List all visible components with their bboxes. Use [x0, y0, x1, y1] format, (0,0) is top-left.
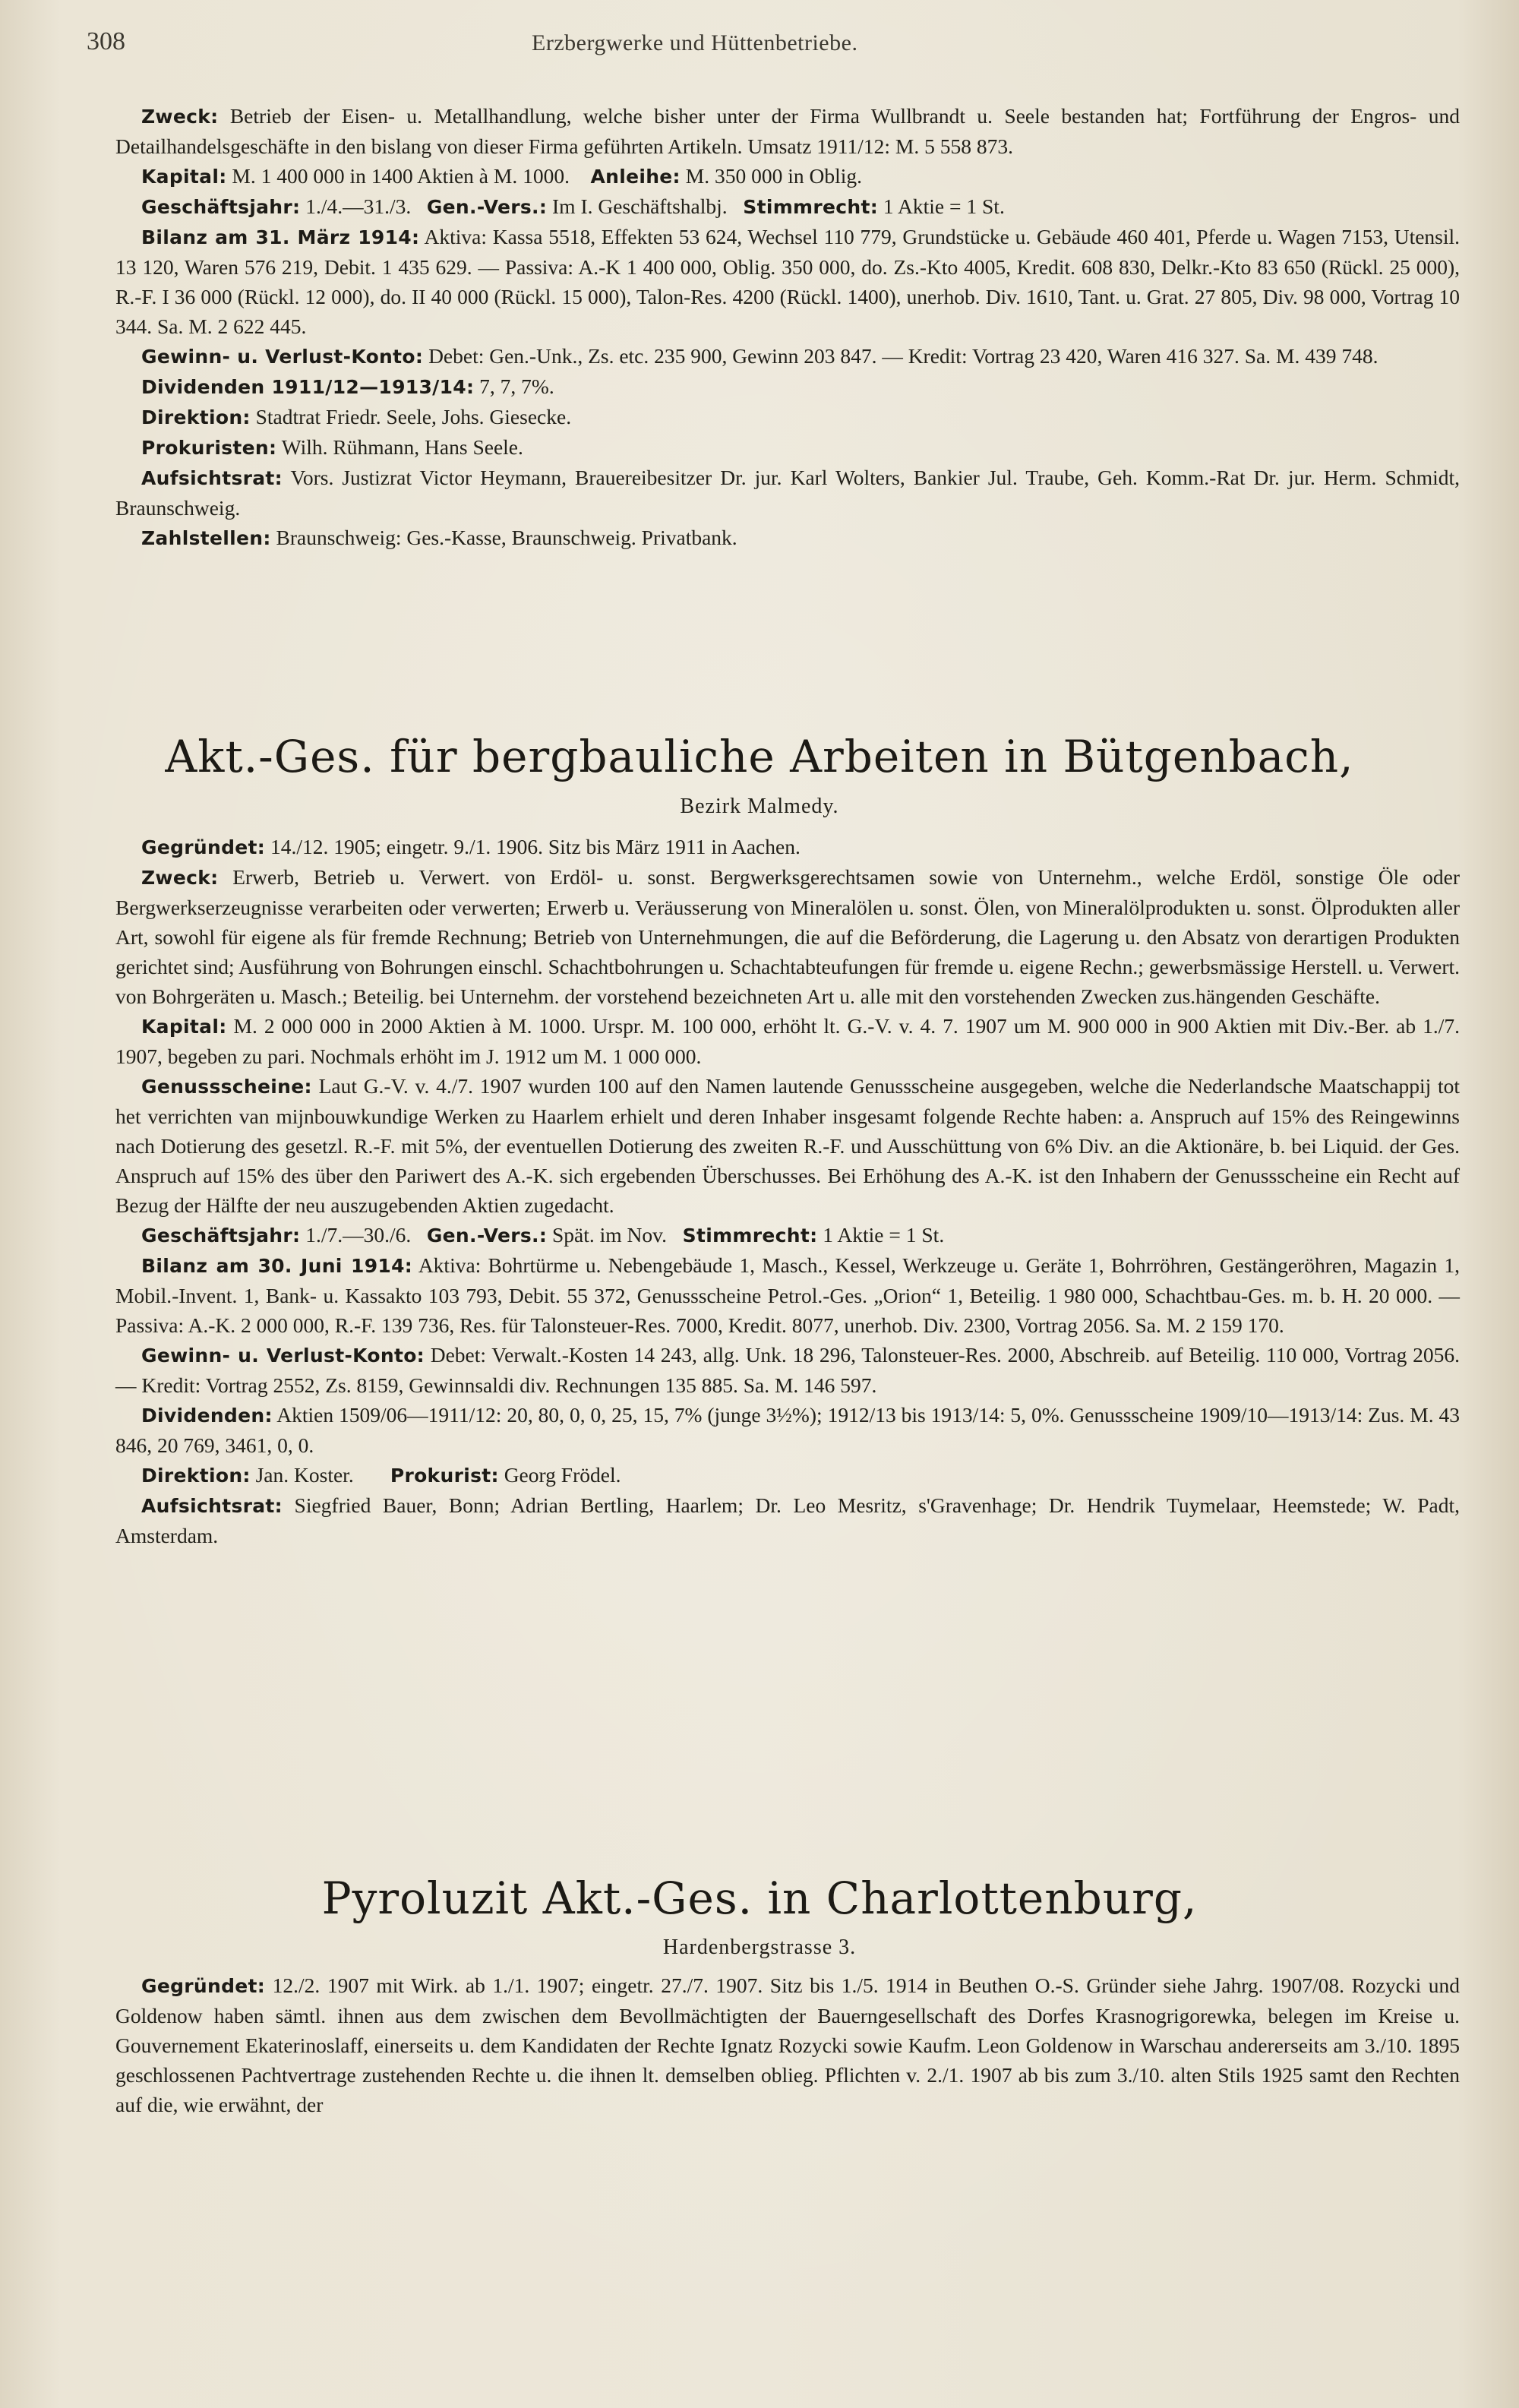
field-text: 1 Aktie = 1 St.	[883, 194, 1005, 218]
field-label: Genussscheine:	[141, 1076, 312, 1098]
field-label: Kapital:	[141, 166, 227, 188]
field-text: Braunschweig: Ges.-Kasse, Braunschweig. Privatbank.	[276, 526, 737, 549]
field-text: 1./4.—31./3.	[305, 194, 412, 218]
field-text: 12./2. 1907 mit Wirk. ab 1./1. 1907; eingetr. 27./7. 1907. Sitz bis 1./5. 1914 in Beuthen O.-S. Gründer siehe Jahrg. 1907/08. Rozycki und Goldenow haben sämtl. ihnen aus dem zwischen dem Bevollmächtigten der Bauerngesellschaft des Dorfes Krasnogrigorewka, belegen im Kreise u. Gouvernement Ekaterinoslaff, einerseits u. dem Kandidaten der Rechte Ignatz Rozycki sowie Kaufm. Leon Goldenow in Warschau andererseits am 3./10. 1895 geschlossenen Pachtvertrage zustehenden Rechte u. die ihnen lt. demselben oblieg. Pflichten v. 2./1. 1907 ab bis zum 3./10. alten Stils 1925 samt den Rechten auf die, wie erwähnt, der	[115, 1973, 1461, 2116]
field-text: Debet: Verwalt.-Kosten 14 243, allg. Unk. 18 296, Talonsteuer-Res. 2000, Abschreib. auf Beteilig. 110 000, Vortrag 2056. — Kredit: Vortrag 2552, Zs. 8159, Gewinnsaldi div. Rechnungen 135 885. Sa. M. 146 597.	[115, 1343, 1460, 1397]
field-text: 1./7.—30./6.	[305, 1223, 412, 1247]
field-label: Dividenden:	[141, 1405, 273, 1427]
paragraph-dividenden	[115, 1400, 1460, 1460]
field-text: Betrieb der Eisen- u. Metallhandlung, welche bisher unter der Firma Wullbrandt u. Seele bestanden hat; Fortführung der Engros- und Detailhandelsgeschäfte in den bislang von dieser Firma geführten Artikeln. Umsatz 1911/12: M. 5 558 873.	[115, 104, 1460, 158]
field-text: Stadtrat Friedr. Seele, Johs. Giesecke.	[255, 405, 572, 428]
paragraph-genussscheine	[115, 1071, 1460, 1220]
section-1	[115, 101, 1460, 553]
company-title-buetgenbach: Akt.-Ges. für bergbauliche Arbeiten in Bütgenbach,	[165, 731, 1354, 782]
paragraph-gewinn-verlust	[115, 341, 1460, 371]
field-text: 7, 7, 7%.	[479, 374, 554, 398]
company-subtitle-buetgenbach: Bezirk Malmedy.	[680, 795, 839, 818]
field-text: Erwerb, Betrieb u. Verwert. von Erdöl- u. sonst. Bergwerksgerechtsamen sowie von Unternehm., welche Erdöl, sonstige Öle oder Bergwerkserzeugnisse verarbeiten oder verwerten; Erwerb u. Veräusserung von Mineralölen u. sonst. Ölen, von Mineralölprodukten u. sonst. Ölprodukten aller Art, sowohl für eigene als für fremde Rechnung; Betrieb von Unternehmungen, die auf die Beförderung, die Lagerung u. den Absatz von derartigen Produkten gerichtet sind; Ausführung von Bohrungen einschl. Schachtbohrungen u. Schachtabteufungen für fremde u. eigene Rechn.; gewerbsmässige Herstell. u. Verwert. von Bohrgeräten u. Masch.; Beteilig. bei Unternehm. der vorstehend bezeichneten Art u. alle mit den vorstehenden Zwecken zus.hängenden Geschäfte.	[115, 865, 1460, 1008]
paragraph-direktion	[115, 1460, 1460, 1490]
paragraph-prokuristen	[115, 432, 1460, 463]
page-number: 308	[87, 27, 125, 55]
paragraph-kapital	[115, 161, 1460, 191]
field-text: Aktiva: Bohrtürme u. Nebengebäude 1, Masch., Kessel, Werkzeuge u. Geräte 1, Bohrröhren, Gestängeröhren, Magazin 1, Mobil.-Invent. 1, Bank- u. Kassakto 103 793, Debit. 55 372, Genussscheine Petrol.-Ges. „Orion“ 1, Beteilig. 1 980 000, Schachtbau-Ges. m. b. H. 20 000. — Passiva: A.-K. 2 000 000, R.-F. 139 736, Res. für Talonsteuer-Res. 7000, Kredit. 8077, unerhob. Div. 2300, Vortrag 2056. Sa. M. 2 159 170.	[115, 1253, 1460, 1337]
field-label: Gen.-Vers.:	[426, 1225, 548, 1247]
field-text: Wilh. Rühmann, Hans Seele.	[281, 435, 523, 459]
paragraph-direktion	[115, 402, 1460, 432]
paragraph-kapital	[115, 1011, 1460, 1071]
field-text: Aktien 1509/06—1911/12: 20, 80, 0, 0, 25, 15, 7% (junge 3½%); 1912/13 bis 1913/14: 5, 0%. Genussscheine 1909/10—1913/14: Zus. M. 43 846, 20 769, 3461, 0, 0.	[115, 1403, 1461, 1457]
field-label: Stimmrecht:	[743, 196, 879, 218]
section-3	[115, 1970, 1460, 2119]
field-text: M. 1 400 000 in 1400 Aktien à M. 1000.	[232, 164, 570, 188]
field-label: Aufsichtsrat:	[141, 467, 283, 489]
paragraph-aufsichtsrat	[115, 1490, 1460, 1550]
company-subtitle-pyroluzit: Hardenbergstrasse 3.	[662, 1936, 857, 1959]
field-label: Gegründet:	[141, 1975, 266, 1997]
paragraph-zahlstellen	[115, 523, 1460, 553]
paragraph-bilanz	[115, 1250, 1460, 1340]
field-text: Jan. Koster.	[255, 1463, 354, 1487]
field-text: Georg Frödel.	[504, 1463, 621, 1487]
field-label: Direktion:	[141, 1465, 251, 1487]
field-label: Gen.-Vers.:	[426, 196, 548, 218]
field-label: Geschäftsjahr:	[141, 196, 301, 218]
company-title-pyroluzit: Pyroluzit Akt.-Ges. in Charlottenburg,	[321, 1872, 1198, 1924]
paragraph-dividenden	[115, 371, 1460, 402]
field-text: Im I. Geschäftshalbj.	[552, 194, 728, 218]
field-label: Dividenden 1911/12—1913/14:	[141, 376, 475, 398]
field-text: Vors. Justizrat Victor Heymann, Brauereibesitzer Dr. jur. Karl Wolters, Bankier Jul. Traube, Geh. Komm.-Rat Dr. jur. Herm. Schmidt, Braunschweig.	[115, 466, 1460, 520]
section-2	[115, 832, 1460, 1550]
field-label: Kapital:	[141, 1016, 227, 1038]
field-text: M. 2 000 000 in 2000 Aktien à M. 1000. Urspr. M. 100 000, erhöht lt. G.-V. v. 4. 7. 1907 um M. 900 000 in 900 Aktien mit Div.-Ber. ab 1./7. 1907, begeben zu pari. Nochmals erhöht im J. 1912 um M. 1 000 000.	[115, 1014, 1460, 1068]
field-label: Prokuristen:	[141, 437, 277, 459]
field-label: Bilanz am 30. Juni 1914:	[141, 1255, 413, 1277]
field-text: 14./12. 1905; eingetr. 9./1. 1906. Sitz bis März 1911 in Aachen.	[270, 835, 801, 858]
field-label: Zahlstellen:	[141, 527, 271, 549]
field-text: Spät. im Nov.	[552, 1223, 668, 1247]
field-label: Prokurist:	[390, 1465, 499, 1487]
field-text: Debet: Gen.-Unk., Zs. etc. 235 900, Gewinn 203 847. — Kredit: Vortrag 23 420, Waren 416 327. Sa. M. 439 748.	[428, 344, 1378, 368]
field-text: Aktiva: Kassa 5518, Effekten 53 624, Wechsel 110 779, Grundstücke u. Gebäude 460 401, Pferde u. Wagen 7153, Utensil. 13 120, Waren 576 219, Debit. 1 435 629. — Passiva: A.-K 1 400 000, Oblig. 350 000, do. Zs.-Kto 4005, Kredit. 608 830, Delkr.-Kto 83 650 (Rückl. 25 000), R.-F. I 36 000 (Rückl. 12 000), do. II 40 000 (Rückl. 15 000), Talon-Res. 4200 (Rückl. 1400), unerhob. Div. 1610, Tant. u. Grat. 27 805, Div. 98 000, Vortrag 10 344. Sa. M. 2 622 445.	[115, 225, 1461, 338]
paragraph-zweck	[115, 862, 1460, 1011]
paragraph-geschaeftsjahr	[115, 1220, 1460, 1250]
field-label: Bilanz am 31. März 1914:	[141, 226, 420, 248]
field-text: Siegfried Bauer, Bonn; Adrian Bertling, Haarlem; Dr. Leo Mesritz, s'Gravenhage; Dr. Hendrik Tuymelaar, Heemstede; W. Padt, Amsterdam.	[115, 1493, 1460, 1547]
paragraph-gewinn-verlust	[115, 1340, 1460, 1400]
field-label: Gegründet:	[141, 836, 266, 858]
paragraph-gegruendet	[115, 832, 1460, 862]
field-label: Gewinn- u. Verlust-Konto:	[141, 346, 424, 368]
paragraph-geschaeftsjahr	[115, 191, 1460, 222]
field-label: Geschäftsjahr:	[141, 1225, 301, 1247]
paragraph-bilanz	[115, 222, 1460, 341]
field-text: 1 Aktie = 1 St.	[823, 1223, 945, 1247]
paragraph-aufsichtsrat	[115, 463, 1460, 523]
paragraph-zweck	[115, 101, 1460, 161]
paragraph-gegruendet	[115, 1970, 1460, 2119]
field-label: Aufsichtsrat:	[141, 1495, 283, 1517]
field-label: Zweck:	[141, 867, 219, 889]
field-label: Zweck:	[141, 106, 219, 128]
field-label: Gewinn- u. Verlust-Konto:	[141, 1345, 425, 1367]
running-head: Erzbergwerke und Hüttenbetriebe.	[532, 30, 858, 55]
field-label: Direktion:	[141, 406, 251, 428]
field-label: Stimmrecht:	[682, 1225, 818, 1247]
field-text: Laut G.-V. v. 4./7. 1907 wurden 100 auf den Namen lautende Genussscheine ausgegeben, welche die Nederlandsche Maatschappij tot het verrichten van mijnbouwkundige Werken zu Haarlem erhielt und deren Inhaber insgesamt folgende Rechte haben: a. Anspruch auf 15% des Reingewinns nach Dotierung des gesetzl. R.-F. mit 5%, der eventuellen Dotierung des zweiten R.-F. und Ausschüttung von 6% Div. an die Aktionäre, b. bei Liquid. der Ges. Anspruch auf 15% des über den Pariwert des A.-K. sich ergebenden Überschusses. Bei Erhöhung des A.-K. ist den Inhabern der Genussscheine ein Recht auf Bezug der Hälfte der neu auszugebenden Aktien zugedacht.	[115, 1074, 1461, 1217]
field-label: Anleihe:	[590, 166, 681, 188]
field-text: M. 350 000 in Oblig.	[685, 164, 862, 188]
